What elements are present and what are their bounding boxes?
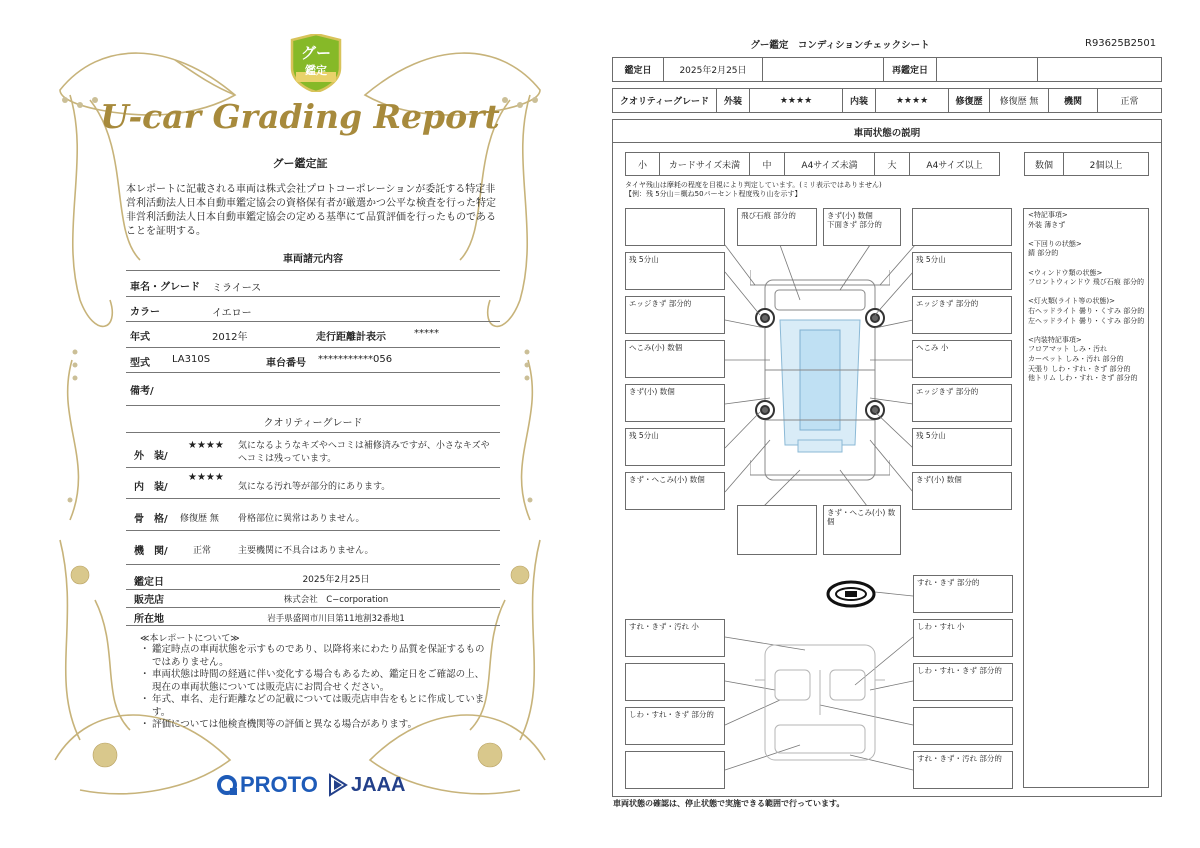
logo-bottom-text: 鑑定: [305, 64, 327, 77]
about-item: ・ 鑑定時点の車両状態を示すものであり、以降将来にわたり品質を保証するものではありません。: [140, 644, 485, 668]
tire-note-2: 【例：残 5分山＝概ね50パーセント程度残り山を示す】: [625, 190, 802, 198]
special-note-line: [1028, 326, 1148, 336]
logo-top-text: グー: [300, 44, 331, 62]
steering-wheel-icon: [825, 579, 877, 609]
special-note-line: カーペット しみ・汚れ 部分的: [1028, 354, 1124, 363]
frame-text: 骨格部位に異常はありません。: [238, 514, 365, 524]
size-small: 小: [625, 152, 660, 176]
jaaa-logo: JAAA: [328, 772, 405, 798]
chassis-value: ***********056: [318, 354, 393, 365]
interior-note-right-1: しわ・すれ 小: [913, 619, 1013, 657]
special-note-line: <ウィンドウ類の状態>: [1028, 268, 1103, 277]
address-value: 岩手県盛岡市川目第11地割32番地1: [267, 614, 405, 624]
spec-title: 車両諸元内容: [283, 254, 343, 265]
goo-kantei-logo: [288, 34, 344, 92]
special-notes-list: [1028, 211, 1148, 384]
interior-note-left-3: しわ・すれ・きず 部分的: [625, 707, 725, 745]
note-top-left: [625, 208, 725, 246]
engine-label: 機関: [1048, 88, 1098, 113]
note-left-3: へこみ(小) 数個: [625, 340, 725, 378]
date-value: 2025年2月25日: [663, 57, 763, 82]
interior-label: 内 装/: [134, 482, 168, 493]
note-bottom-mid: [737, 505, 817, 555]
note-right-4: エッジきず 部分的: [912, 384, 1012, 422]
mileage-label: 走行距離計表示: [316, 332, 386, 343]
exterior-label: 外装: [716, 88, 750, 113]
note-left-1: 残 5分山: [625, 252, 725, 290]
note-left-6: きず・へこみ(小) 数個: [625, 472, 725, 510]
special-note-line: [1028, 230, 1148, 240]
exterior-label: 外 装/: [134, 451, 168, 462]
engine-label: 機 関/: [134, 546, 168, 557]
section-title: 車両状態の説明: [853, 128, 921, 139]
special-note-line: 右ヘッドライト 曇り・くすみ 部分的: [1028, 306, 1145, 315]
date-label: 鑑定日: [612, 57, 664, 82]
interior-note-left-1: すれ・きず・汚れ 小: [625, 619, 725, 657]
condition-check-sheet: [600, 0, 1200, 848]
interior-note-left-4: [625, 751, 725, 789]
sheet-code: R93625B2501: [1085, 38, 1157, 49]
intro-text: 本レポートに記載される車両は株式会社プロトコーポレーションが委託する特定非営利活動法人日本自動車鑑定協会の資格保有者が厳選かつ公平な検査を行った特定非営利活動法人日本自動車鑑定協会の定める基準にて品質評価を行ったものであることを証明する。: [126, 184, 496, 237]
interior-text: 気になる汚れ等が部分的にあります。: [238, 482, 391, 492]
note-top-mid: 飛び石痕 部分的: [737, 208, 817, 246]
about-item: ・ 年式、車名、走行距離などの記載については販売店申告をもとに作成しています。: [140, 694, 485, 718]
special-note-line: 錆 部分的: [1028, 249, 1059, 258]
model-value: LA310S: [172, 354, 211, 365]
name-label: 車名・グレード: [130, 282, 200, 293]
interior-note-right-3: [913, 707, 1013, 745]
dealer-value: 株式会社 C−corporation: [283, 595, 389, 605]
size-mid: 中: [749, 152, 785, 176]
sheet-footer: 車両状態の確認は、停止状態で実施できる範囲で行っています。: [613, 799, 845, 808]
special-note-line: <下回りの状態>: [1028, 239, 1082, 248]
special-note-line: 外装 薄きず: [1028, 220, 1066, 229]
car-interior-diagram: [755, 640, 885, 765]
size-small-desc: カードサイズ未満: [659, 152, 750, 176]
proto-logo: PROTO: [216, 772, 318, 798]
jaaa-mark-icon: [328, 773, 348, 797]
mileage-value: *****: [414, 328, 439, 339]
interior-stars: ★★★★: [188, 472, 224, 483]
special-note-line: フロントウィンドウ 飛び石痕 部分的: [1028, 278, 1145, 287]
interior-note-right-2: しわ・すれ・きず 部分的: [913, 663, 1013, 701]
note-left-4: きず(小) 数個: [625, 384, 725, 422]
interior-note-left-2: [625, 663, 725, 701]
size-large: 大: [874, 152, 910, 176]
size-mid-desc: A4サイズ未満: [784, 152, 875, 176]
exterior-text: 気になるようなキズやヘコミは補修済みですが、小さなキズやヘコミは残っています。: [238, 441, 490, 464]
exterior-stars: ★★★★: [188, 440, 224, 451]
about-list: [140, 644, 490, 732]
quality-title: クオリティーグレード: [263, 418, 363, 429]
about-title: ≪本レポートについて≫: [140, 634, 240, 644]
interior-value: ★★★★: [875, 88, 949, 113]
special-note-line: <内装特記事項>: [1028, 335, 1082, 344]
note-top-mid2: きず(小) 数個 下面きず 部分的: [823, 208, 901, 246]
special-note-line: <特記事項>: [1028, 211, 1068, 219]
note-right-6: きず(小) 数個: [912, 472, 1012, 510]
special-note-line: [1028, 288, 1148, 298]
address-label: 所在地: [134, 614, 164, 625]
about-item: ・ 評価については他検査機関等の評価と異なる場合があります。: [140, 719, 418, 730]
special-note-line: <灯火類(ライト等の状態)>: [1028, 297, 1115, 306]
engine-text: 主要機関に不具合はありません。: [238, 546, 374, 556]
exterior-value: ★★★★: [749, 88, 843, 113]
repair-value: 修復歴 無: [989, 88, 1049, 113]
note-left-5: 残 5分山: [625, 428, 725, 466]
interior-label: 内装: [842, 88, 876, 113]
name-value: ミライース: [212, 283, 262, 294]
interior-note-steering: すれ・きず 部分的: [913, 575, 1013, 613]
color-label: カラー: [130, 307, 160, 318]
note-right-5: 残 5分山: [912, 428, 1012, 466]
repair-label: 修復歴: [948, 88, 990, 113]
sheet-title: グー鑑定 コンディションチェックシート: [750, 40, 930, 51]
tire-note-1: タイヤ残山は摩耗の程度を目視により判定しています。(ミリ表示ではありません): [625, 181, 882, 189]
count-desc: 2個以上: [1063, 152, 1149, 176]
about-item: ・ 車両状態は時間の経過に伴い変化する場合もあるため、鑑定日をご確認の上、現在の車両状態については販売店にお問合せください。: [140, 669, 485, 693]
special-note-line: [1028, 259, 1148, 269]
proto-mark-icon: [216, 774, 238, 796]
quality-grade-label: クオリティーグレード: [612, 88, 717, 113]
color-value: イエロー: [212, 308, 252, 319]
special-note-line: 他トリム しわ・すれ・きず 部分的: [1028, 374, 1138, 383]
note-right-1: 残 5分山: [912, 252, 1012, 290]
count-label: 数個: [1024, 152, 1064, 176]
remarks-label: 備考/: [130, 386, 154, 397]
note-bottom-mid2: きず・へこみ(小) 数個: [823, 505, 901, 555]
cert-title: グー鑑定証: [272, 157, 328, 170]
frame-label: 骨 格/: [134, 514, 168, 525]
note-top-right: [912, 208, 1012, 246]
year-label: 年式: [130, 332, 150, 343]
year-value: 2012年: [212, 332, 248, 343]
special-note-line: 左ヘッドライト 曇り・くすみ 部分的: [1028, 316, 1145, 325]
engine-value: 正常: [193, 546, 212, 556]
special-note-line: フロアマット しみ・汚れ: [1028, 345, 1107, 354]
size-large-desc: A4サイズ以上: [909, 152, 1000, 176]
note-left-2: エッジきず 部分的: [625, 296, 725, 334]
special-note-line: 天張り しわ・すれ・きず 部分的: [1028, 364, 1131, 373]
appraisal-date-value: 2025年2月25日: [302, 575, 370, 585]
note-right-3: へこみ 小: [912, 340, 1012, 378]
reinspect-label: 再鑑定日: [883, 57, 937, 82]
script-title: U-car Grading Report: [100, 97, 500, 136]
note-right-2: エッジきず 部分的: [912, 296, 1012, 334]
chassis-label: 車台番号: [266, 358, 306, 369]
frame-value: 修復歴 無: [180, 514, 219, 524]
dealer-label: 販売店: [134, 595, 164, 606]
interior-note-right-4: すれ・きず・汚れ 部分的: [913, 751, 1013, 789]
model-label: 型式: [130, 358, 150, 369]
appraisal-date-label: 鑑定日: [134, 577, 164, 588]
engine-value: 正常: [1097, 88, 1162, 113]
